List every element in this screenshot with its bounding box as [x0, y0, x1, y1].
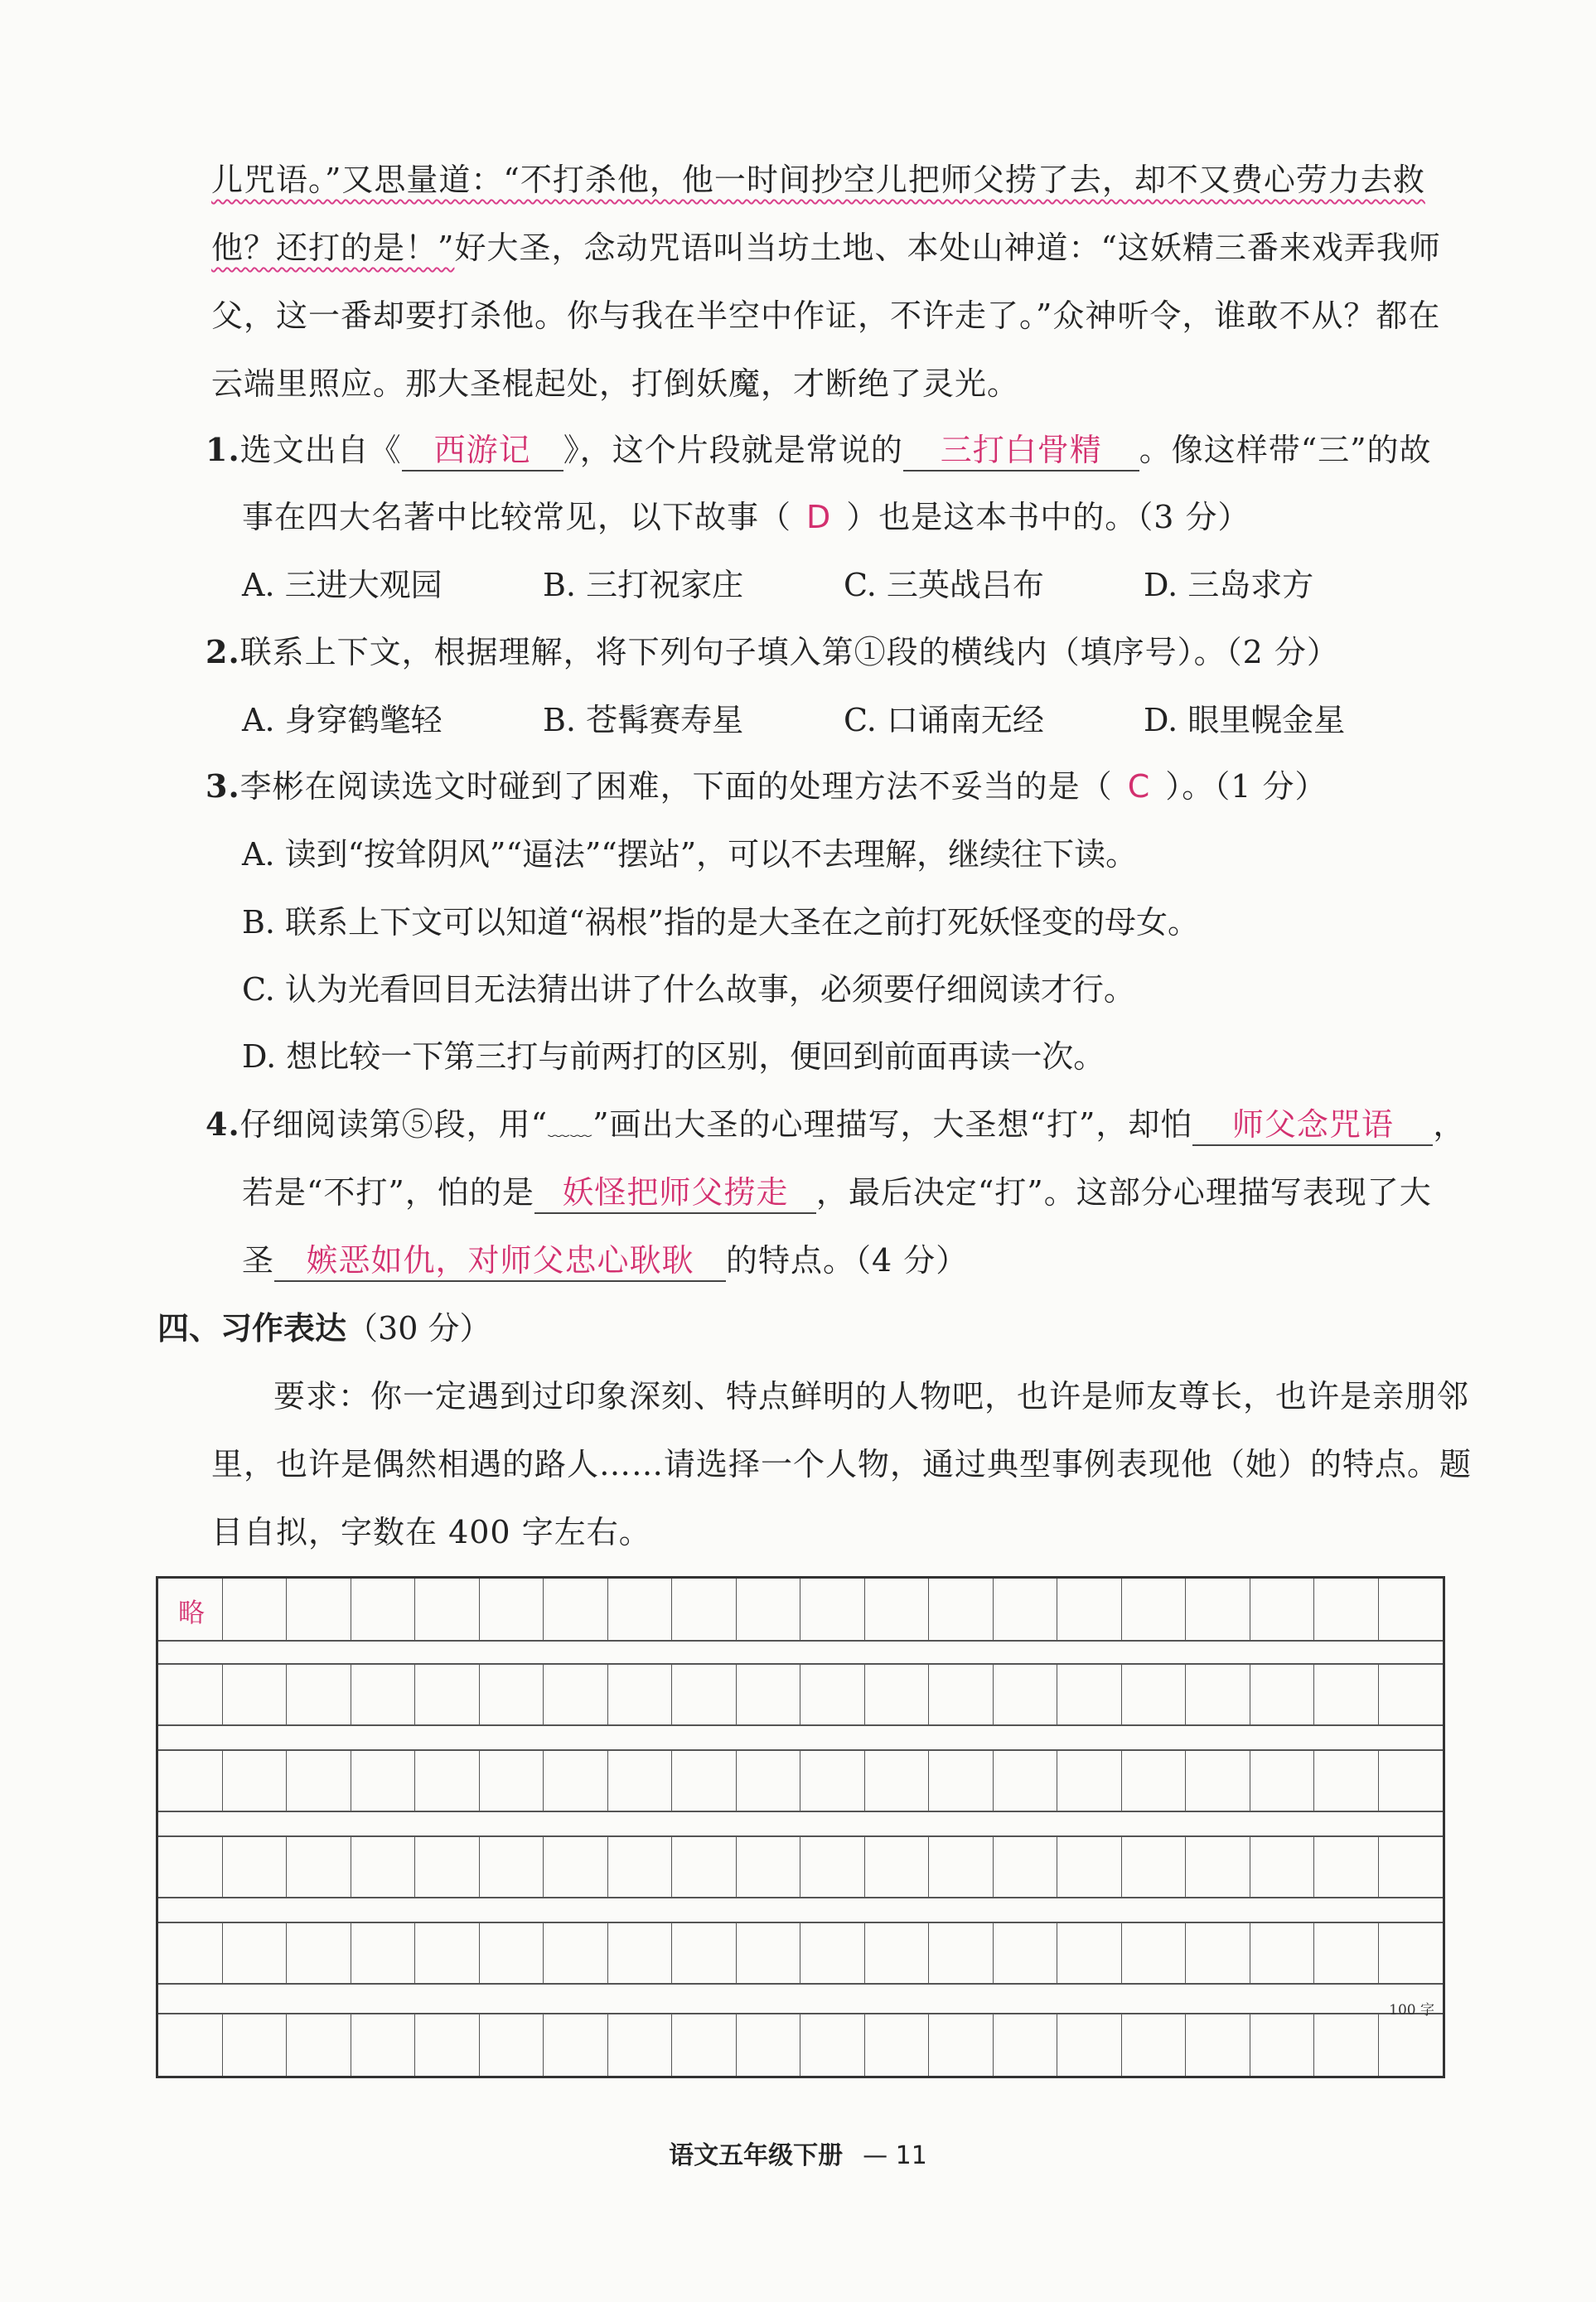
grid-cell[interactable]: [672, 1837, 737, 1897]
grid-cell[interactable]: [480, 2014, 544, 2076]
grid-cell[interactable]: [1314, 1837, 1379, 1897]
grid-row-3[interactable]: [158, 1749, 1443, 1812]
section-4-heading: [157, 1303, 491, 1348]
grid-cell[interactable]: [672, 2014, 737, 2076]
grid-cell[interactable]: [672, 1923, 737, 1983]
grid-cell[interactable]: [158, 2014, 223, 2076]
grid-cell[interactable]: [994, 1665, 1058, 1724]
grid-cell[interactable]: [223, 1837, 288, 1897]
q2-option-a: A. 身穿鹤氅轻: [242, 702, 443, 738]
footer-book-title: 语文五年级下册: [669, 2141, 844, 2170]
grid-cell[interactable]: [1314, 1665, 1379, 1724]
grid-cell[interactable]: [800, 1923, 865, 1983]
passage-line-2: [211, 222, 1441, 268]
q1-option-c: C. 三英战吕布: [844, 567, 1044, 603]
grid-cell[interactable]: [608, 1923, 673, 1983]
grid-cell[interactable]: [1122, 1579, 1187, 1640]
passage-line-3: 父，这一番却要打杀他。你与我在半空中作证，不许走了。”众神听令，谁敢不从？都在: [211, 297, 1441, 334]
grid-cell[interactable]: [480, 1751, 544, 1811]
grid-cell[interactable]: [1122, 1751, 1187, 1811]
q4-text-a: 仔细阅读第⑤段，用“: [239, 1106, 549, 1143]
grid-cell[interactable]: [800, 1665, 865, 1724]
q4-line-2: [242, 1167, 1432, 1214]
q2-text: 联系上下文，根据理解，将下列句子填入第①段的横线内（填序号）。（2 分）: [239, 634, 1339, 670]
q3-option-d: D. 想比较一下第三打与前两打的区别，便回到前面再读一次。: [242, 1038, 1105, 1075]
grid-cell[interactable]: [1122, 1923, 1187, 1983]
q1-option-b: B. 三打祝家庄: [543, 567, 744, 603]
grid-cell[interactable]: [800, 2014, 865, 2076]
grid-row-6[interactable]: [158, 2013, 1443, 2076]
grid-cell[interactable]: [737, 1837, 801, 1897]
grid-cell[interactable]: [223, 1923, 288, 1983]
passage-line-2-wavy: 他？还打的是！”: [211, 230, 455, 266]
grid-cell[interactable]: [223, 2014, 288, 2076]
grid-cell[interactable]: [929, 2014, 994, 2076]
q4-blank-fear2[interactable]: 妖怪把师父捞走: [534, 1167, 816, 1214]
section-4-req-line-2: 里，也许是偶然相遇的路人……请选择一个人物，通过典型事例表现他（她）的特点。题: [211, 1446, 1473, 1482]
grid-cell[interactable]: [737, 2014, 801, 2076]
q3-option-b: B. 联系上下文可以知道“祸根”指的是大圣在之前打死妖怪变的母女。: [242, 904, 1199, 941]
grid-cell[interactable]: [1250, 1665, 1315, 1724]
q2-option-d: D. 眼里幌金星: [1144, 702, 1346, 738]
q4-blank-trait[interactable]: 嫉恶如仇，对师父忠心耿耿: [274, 1235, 726, 1282]
grid-cell[interactable]: [608, 1837, 673, 1897]
grid-cell[interactable]: [544, 2014, 608, 2076]
q1-option-a: A. 三进大观园: [242, 567, 443, 603]
q1-text-c: 。像这样带“三”的故: [1139, 432, 1432, 468]
grid-cell[interactable]: [1379, 1665, 1444, 1724]
grid-cell[interactable]: [1057, 2014, 1122, 2076]
grid-cell[interactable]: [1250, 1837, 1315, 1897]
grid-row-1[interactable]: [158, 1579, 1443, 1642]
q2-number: 2.: [206, 633, 240, 670]
q1-number: 1.: [206, 431, 240, 468]
q4-line-1: [206, 1099, 1465, 1146]
grid-count-label: 100 字: [1389, 2002, 1434, 2019]
grid-cell[interactable]: [415, 1665, 480, 1724]
q3-number: 3.: [206, 767, 240, 805]
grid-cell[interactable]: [1379, 1579, 1444, 1640]
q4-text-e: ，最后决定“打”。这部分心理描写表现了大: [815, 1174, 1432, 1211]
grid-cell[interactable]: [287, 1837, 351, 1897]
q2-option-b: B. 苍髯赛寿星: [543, 702, 744, 738]
q1-blank-episode[interactable]: 三打白骨精: [903, 424, 1139, 472]
writing-grid[interactable]: [156, 1576, 1445, 2078]
grid-cell[interactable]: [1057, 1665, 1122, 1724]
grid-cell[interactable]: [415, 1923, 480, 1983]
grid-cell[interactable]: [737, 1579, 801, 1640]
grid-cell[interactable]: [415, 1751, 480, 1811]
grid-cell[interactable]: [351, 1837, 416, 1897]
grid-cell[interactable]: [415, 1837, 480, 1897]
grid-cell[interactable]: [415, 2014, 480, 2076]
grid-cell[interactable]: [287, 2014, 351, 2076]
q1-text-e: ）也是这本书中的。（3 分）: [846, 499, 1250, 535]
grid-cell[interactable]: [1314, 2014, 1379, 2076]
footer-page-number: — 11: [863, 2141, 927, 2170]
q4-text-d: 若是“不打”，怕的是: [242, 1174, 534, 1211]
q4-text-c: ，: [1433, 1106, 1466, 1143]
grid-cell[interactable]: [865, 1751, 930, 1811]
q4-text-g: 的特点。（4 分）: [726, 1242, 969, 1279]
q1-answer-choice[interactable]: D: [806, 499, 832, 535]
grid-cell[interactable]: [994, 1751, 1058, 1811]
grid-cell[interactable]: [1250, 2014, 1315, 2076]
grid-cell[interactable]: [287, 1665, 351, 1724]
section-4-req-line-1: 要求：你一定遇到过印象深刻、特点鲜明的人物吧，也许是师友尊长，也许是亲朋邻: [273, 1378, 1470, 1415]
grid-cell[interactable]: [1314, 1751, 1379, 1811]
grid-cell[interactable]: [158, 1751, 223, 1811]
grid-cell[interactable]: [865, 1665, 930, 1724]
grid-cell[interactable]: [608, 1665, 673, 1724]
grid-cell[interactable]: [994, 1579, 1058, 1640]
grid-cell[interactable]: [158, 1923, 223, 1983]
q3-line: [206, 761, 1328, 806]
grid-cell[interactable]: [1379, 1751, 1444, 1811]
grid-cell[interactable]: [1057, 1751, 1122, 1811]
grid-cell[interactable]: [672, 1579, 737, 1640]
grid-cell[interactable]: [1379, 1923, 1444, 1983]
grid-row-2[interactable]: [158, 1663, 1443, 1726]
q4-text-f: 圣: [242, 1242, 275, 1279]
grid-cell[interactable]: [480, 1579, 544, 1640]
grid-cell[interactable]: [1186, 1923, 1250, 1983]
q1-line-2: [242, 491, 1250, 537]
grid-cell[interactable]: [158, 1837, 223, 1897]
q1-line-1: [206, 424, 1432, 472]
grid-cell[interactable]: [1250, 1579, 1315, 1640]
grid-cell[interactable]: [865, 1837, 930, 1897]
q1-text-a: 选文出自《: [239, 432, 402, 468]
grid-cell[interactable]: [480, 1665, 544, 1724]
grid-cell[interactable]: [1314, 1579, 1379, 1640]
grid-cell[interactable]: [737, 1665, 801, 1724]
q2-line: [206, 626, 1339, 672]
grid-cell[interactable]: [1122, 1665, 1187, 1724]
grid-cell[interactable]: [865, 1579, 930, 1640]
passage-line-1: [211, 154, 1425, 200]
grid-cell[interactable]: [223, 1665, 288, 1724]
passage-line-2-rest: 好大圣，念动咒语叫当坊土地、本处山神道：“这妖精三番来戏弄我师: [454, 230, 1441, 266]
grid-cell[interactable]: [415, 1579, 480, 1640]
grid-cell[interactable]: [1186, 1665, 1250, 1724]
grid-cell[interactable]: [929, 1923, 994, 1983]
grid-cell[interactable]: [608, 1751, 673, 1811]
grid-cell[interactable]: [865, 2014, 930, 2076]
q3-option-c: C. 认为光看回目无法猜出讲了什么故事，必须要仔细阅读才行。: [242, 971, 1135, 1008]
grid-cell[interactable]: [480, 1837, 544, 1897]
grid-cell[interactable]: [1186, 2014, 1250, 2076]
section-4-title: 四、习作表达: [157, 1310, 347, 1347]
grid-cell[interactable]: [544, 1665, 608, 1724]
q1-option-d: D. 三岛求方: [1144, 567, 1314, 603]
grid-cell[interactable]: [672, 1665, 737, 1724]
grid-cell[interactable]: [351, 1665, 416, 1724]
grid-answer: 略: [178, 1597, 206, 1628]
q1-text-d: 事在四大名著中比较常见，以下故事（: [242, 499, 792, 535]
grid-cell[interactable]: [1186, 1579, 1250, 1640]
grid-cell[interactable]: [351, 1923, 416, 1983]
grid-cell[interactable]: [800, 1751, 865, 1811]
grid-cell[interactable]: [351, 1579, 416, 1640]
grid-cell[interactable]: [544, 1837, 608, 1897]
grid-cell[interactable]: [223, 1579, 288, 1640]
passage-line-4: 云端里照应。那大圣棍起处，打倒妖魔，才断绝了灵光。: [211, 365, 1020, 402]
grid-cell[interactable]: [929, 1579, 994, 1640]
grid-cell[interactable]: [1379, 2014, 1444, 2076]
q4-text-b: ”画出大圣的心理描写，大圣想“打”，却怕: [592, 1106, 1193, 1143]
page-footer: [0, 2135, 1596, 2171]
q4-number: 4.: [206, 1105, 240, 1143]
grid-cell[interactable]: [800, 1837, 865, 1897]
grid-cell[interactable]: [800, 1579, 865, 1640]
grid-cell[interactable]: [1250, 1923, 1315, 1983]
grid-cell[interactable]: [737, 1751, 801, 1811]
q3-text-a: 李彬在阅读选文时碰到了困难，下面的处理方法不妥当的是（: [239, 768, 1113, 805]
grid-cell[interactable]: [929, 1751, 994, 1811]
grid-cell[interactable]: [351, 2014, 416, 2076]
grid-cell[interactable]: [1057, 1579, 1122, 1640]
grid-cell[interactable]: [544, 1751, 608, 1811]
grid-cell[interactable]: [1057, 1837, 1122, 1897]
passage-line-1-text: 儿咒语。”又思量道：“不打杀他，他一时间抄空儿把师父捞了去，却不又费心劳力去救: [211, 162, 1425, 198]
grid-cell[interactable]: [287, 1923, 351, 1983]
q3-text-b: ）。（1 分）: [1165, 768, 1328, 805]
grid-row-4[interactable]: [158, 1835, 1443, 1898]
q4-wave-mark: ﹏﹏: [548, 1116, 593, 1141]
grid-cell[interactable]: [1057, 1923, 1122, 1983]
grid-cell[interactable]: [994, 1923, 1058, 1983]
grid-cell[interactable]: [865, 1923, 930, 1983]
q4-line-3: [242, 1235, 968, 1282]
grid-cell[interactable]: [1250, 1751, 1315, 1811]
q1-text-b: 》，这个片段就是常说的: [563, 432, 903, 468]
q2-option-c: C. 口诵南无经: [844, 702, 1044, 738]
grid-cell[interactable]: [1314, 1923, 1379, 1983]
grid-cell[interactable]: [1122, 1837, 1187, 1897]
q3-option-a: A. 读到“按耸阴风”“逼法”“摆站”，可以不去理解，继续往下读。: [242, 836, 1138, 873]
grid-row-5[interactable]: [158, 1922, 1443, 1985]
grid-cell[interactable]: [287, 1751, 351, 1811]
grid-cell[interactable]: [1186, 1751, 1250, 1811]
grid-cell[interactable]: [351, 1751, 416, 1811]
grid-cell[interactable]: [544, 1923, 608, 1983]
grid-cell[interactable]: [672, 1751, 737, 1811]
grid-cell[interactable]: [608, 1579, 673, 1640]
grid-cell[interactable]: [929, 1665, 994, 1724]
grid-cell[interactable]: [158, 1665, 223, 1724]
grid-cell[interactable]: [929, 1837, 994, 1897]
grid-cell[interactable]: [223, 1751, 288, 1811]
q4-blank-fear1[interactable]: 师父念咒语: [1192, 1099, 1433, 1146]
grid-cell[interactable]: [287, 1579, 351, 1640]
q3-answer[interactable]: C: [1127, 768, 1151, 805]
grid-cell[interactable]: [480, 1923, 544, 1983]
grid-cell[interactable]: [544, 1579, 608, 1640]
grid-cell[interactable]: [1379, 1837, 1444, 1897]
grid-cell[interactable]: [737, 1923, 801, 1983]
q1-blank-book[interactable]: 西游记: [402, 424, 563, 472]
grid-cell[interactable]: [1122, 2014, 1187, 2076]
grid-cell[interactable]: [1186, 1837, 1250, 1897]
section-4-score: （30 分）: [346, 1310, 491, 1347]
grid-cell[interactable]: [994, 2014, 1058, 2076]
section-4-req-line-3: 目自拟，字数在 400 字左右。: [211, 1514, 651, 1550]
grid-cell[interactable]: [994, 1837, 1058, 1897]
grid-cell[interactable]: [608, 2014, 673, 2076]
